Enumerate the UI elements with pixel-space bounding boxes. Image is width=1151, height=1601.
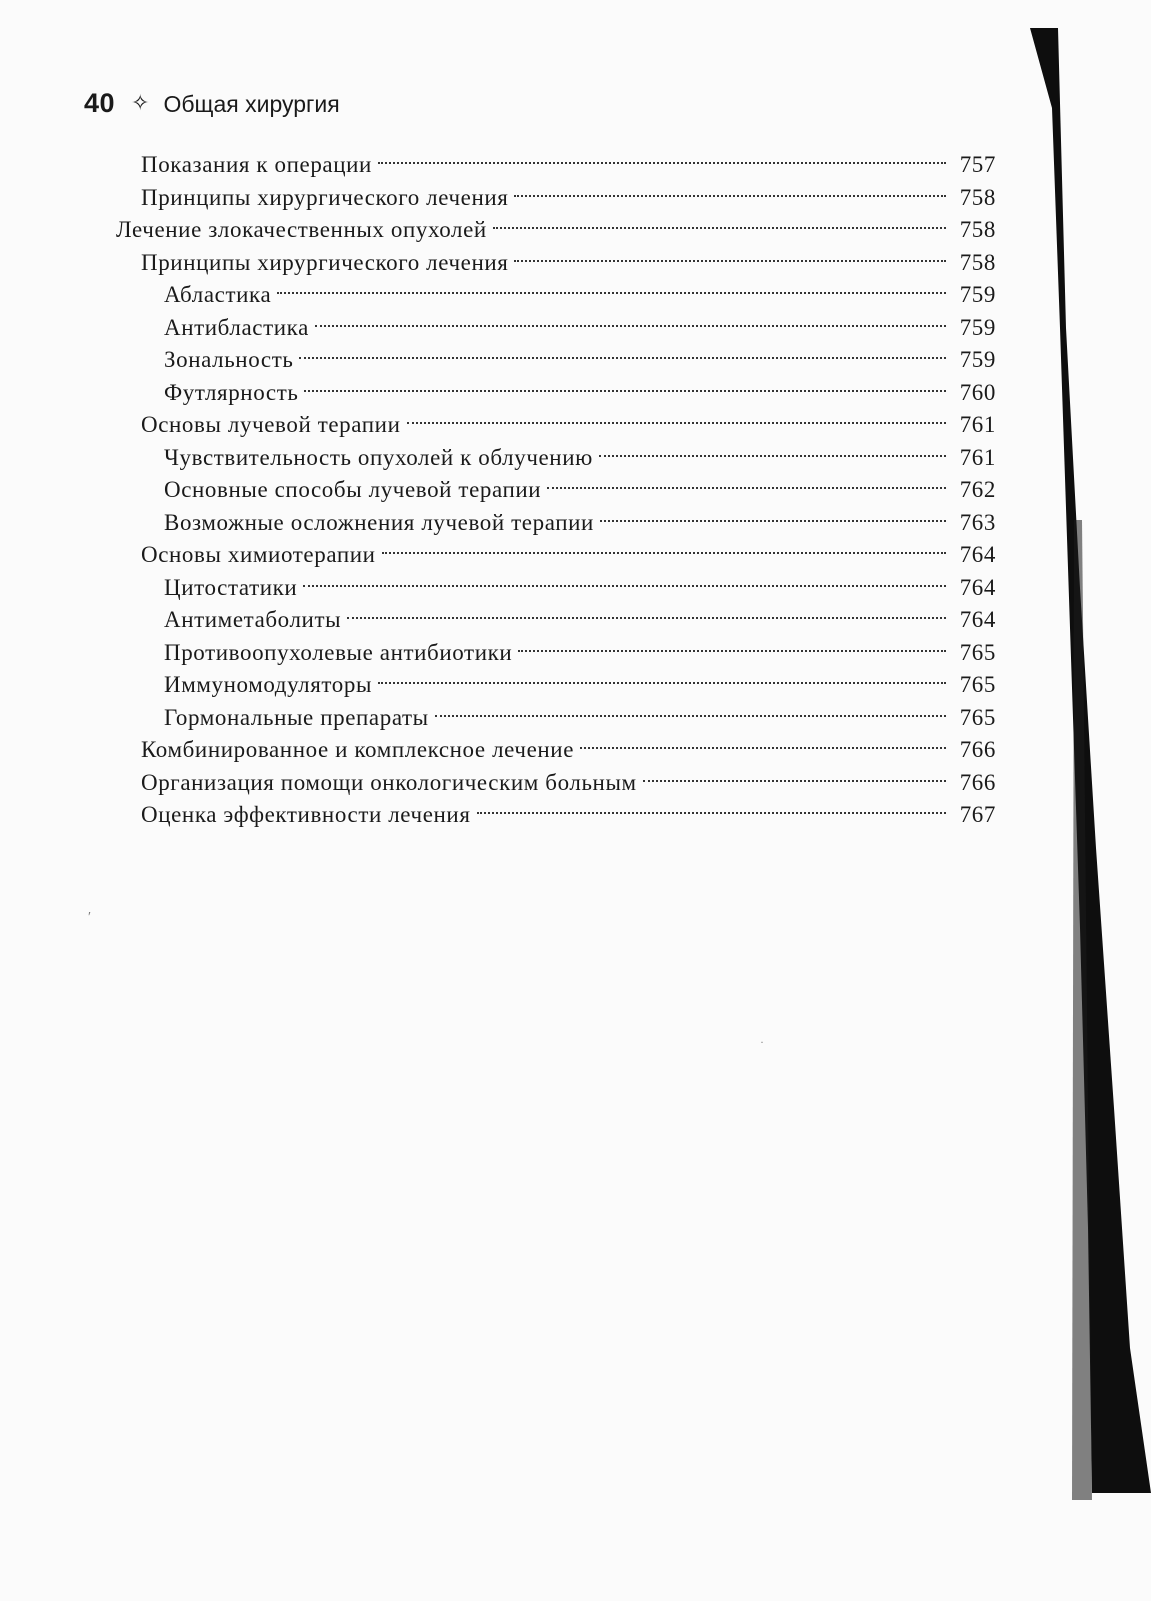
dot-leader bbox=[514, 173, 946, 205]
toc-entry-page: 757 bbox=[959, 152, 996, 177]
toc-entry bbox=[164, 433, 996, 470]
toc-entry-title: Чувствительность опухолей к облучению bbox=[164, 444, 593, 470]
toc-entry-page: 762 bbox=[959, 477, 996, 502]
toc-entry bbox=[164, 660, 996, 697]
toc-entry-title: Антибластика bbox=[164, 314, 309, 340]
toc-entry-title: Зональность bbox=[164, 347, 294, 372]
dot-leader bbox=[435, 693, 946, 725]
toc-entry-title: Иммуномодуляторы bbox=[164, 672, 373, 697]
toc-entry-title: Принципы хирургического лечения bbox=[141, 184, 509, 210]
toc-entry-page: 758 bbox=[959, 184, 996, 210]
toc-entry-page: 761 bbox=[959, 412, 996, 437]
scan-speck: ′ bbox=[88, 910, 92, 925]
toc-entry bbox=[164, 693, 996, 730]
toc-entry bbox=[141, 238, 996, 275]
dot-leader bbox=[378, 140, 946, 172]
dot-leader bbox=[514, 238, 946, 270]
toc-entry bbox=[141, 400, 996, 437]
toc-entry-page: 765 bbox=[959, 704, 996, 730]
diamond-separator-icon: ✧ bbox=[131, 90, 150, 115]
dot-leader bbox=[600, 498, 946, 530]
toc-entry bbox=[141, 530, 996, 567]
page-header bbox=[84, 88, 340, 119]
dot-leader bbox=[347, 595, 946, 627]
toc-entry bbox=[141, 173, 996, 210]
toc-entry-title: Возможные осложнения лучевой терапии bbox=[164, 509, 594, 535]
toc-entry-title: Абластика bbox=[164, 282, 272, 307]
toc-entry bbox=[164, 595, 996, 632]
dot-leader bbox=[407, 400, 947, 432]
toc-entry-page: 767 bbox=[959, 802, 996, 827]
toc-entry-title: Показания к операции bbox=[141, 152, 372, 177]
dot-leader bbox=[378, 660, 946, 692]
toc-entry-title: Цитостатики bbox=[164, 574, 298, 600]
toc-entry-title: Основы химиотерапии bbox=[141, 542, 376, 567]
toc-entry-page: 764 bbox=[959, 574, 996, 600]
scan-speck: · bbox=[760, 1035, 764, 1049]
toc-entry bbox=[141, 790, 996, 827]
toc-entry-page: 758 bbox=[959, 217, 996, 242]
toc-entry-title: Организация помощи онкологическим больным bbox=[141, 769, 637, 795]
toc-entry-title: Лечение злокачественных опухолей bbox=[116, 217, 487, 242]
toc-entry-page: 765 bbox=[959, 639, 996, 665]
toc-entry-title: Футлярность bbox=[164, 379, 299, 405]
dot-leader bbox=[518, 628, 946, 660]
dot-leader bbox=[493, 205, 946, 237]
toc-entry-page: 764 bbox=[959, 542, 996, 567]
toc-entry-page: 763 bbox=[959, 509, 996, 535]
toc-entry bbox=[164, 563, 996, 600]
toc-entry bbox=[164, 368, 996, 405]
toc-entry-page: 765 bbox=[959, 672, 996, 697]
toc-entry bbox=[141, 758, 996, 795]
toc-entry bbox=[116, 205, 996, 242]
dot-leader bbox=[547, 465, 946, 497]
toc-entry bbox=[164, 498, 996, 535]
toc-entry-title: Основы лучевой терапии bbox=[141, 412, 401, 437]
toc-entry-title: Антиметаболиты bbox=[164, 607, 342, 632]
dot-leader bbox=[315, 303, 946, 335]
toc-entry-page: 758 bbox=[959, 249, 996, 275]
page-number: 40 bbox=[84, 88, 116, 118]
toc-entry-title: Комбинированное и комплексное лечение bbox=[141, 737, 575, 762]
toc-entry bbox=[164, 270, 996, 307]
toc-entry-page: 766 bbox=[959, 769, 996, 795]
toc-entry-page: 761 bbox=[959, 444, 996, 470]
toc-entry-page: 764 bbox=[959, 607, 996, 632]
toc-entry bbox=[164, 628, 996, 665]
toc-entry-page: 766 bbox=[959, 737, 996, 762]
toc-entry bbox=[164, 465, 996, 502]
toc-entry bbox=[141, 725, 996, 762]
toc-entry-page: 760 bbox=[959, 379, 996, 405]
scan-binding-shadow bbox=[1030, 28, 1151, 1493]
dot-leader bbox=[382, 530, 946, 562]
dot-leader bbox=[643, 758, 946, 790]
toc-entry bbox=[164, 335, 996, 372]
dot-leader bbox=[304, 368, 946, 400]
dot-leader bbox=[599, 433, 946, 465]
dot-leader bbox=[299, 335, 946, 367]
toc-entry-page: 759 bbox=[959, 314, 996, 340]
toc-entry-title: Принципы хирургического лечения bbox=[141, 249, 509, 275]
toc-entry-page: 759 bbox=[959, 282, 996, 307]
toc-entry bbox=[164, 303, 996, 340]
toc-entry-title: Оценка эффективности лечения bbox=[141, 802, 471, 827]
dot-leader bbox=[580, 725, 946, 757]
dot-leader bbox=[277, 270, 946, 302]
toc-entry-title: Противоопухолевые антибиотики bbox=[164, 639, 513, 665]
dot-leader bbox=[477, 790, 946, 822]
running-title: Общая хирургия bbox=[163, 91, 340, 117]
toc-entry bbox=[141, 140, 996, 177]
dot-leader bbox=[303, 563, 946, 595]
toc-entry-page: 759 bbox=[959, 347, 996, 372]
toc-entry-title: Основные способы лучевой терапии bbox=[164, 477, 542, 502]
toc-entry-title: Гормональные препараты bbox=[164, 704, 429, 730]
